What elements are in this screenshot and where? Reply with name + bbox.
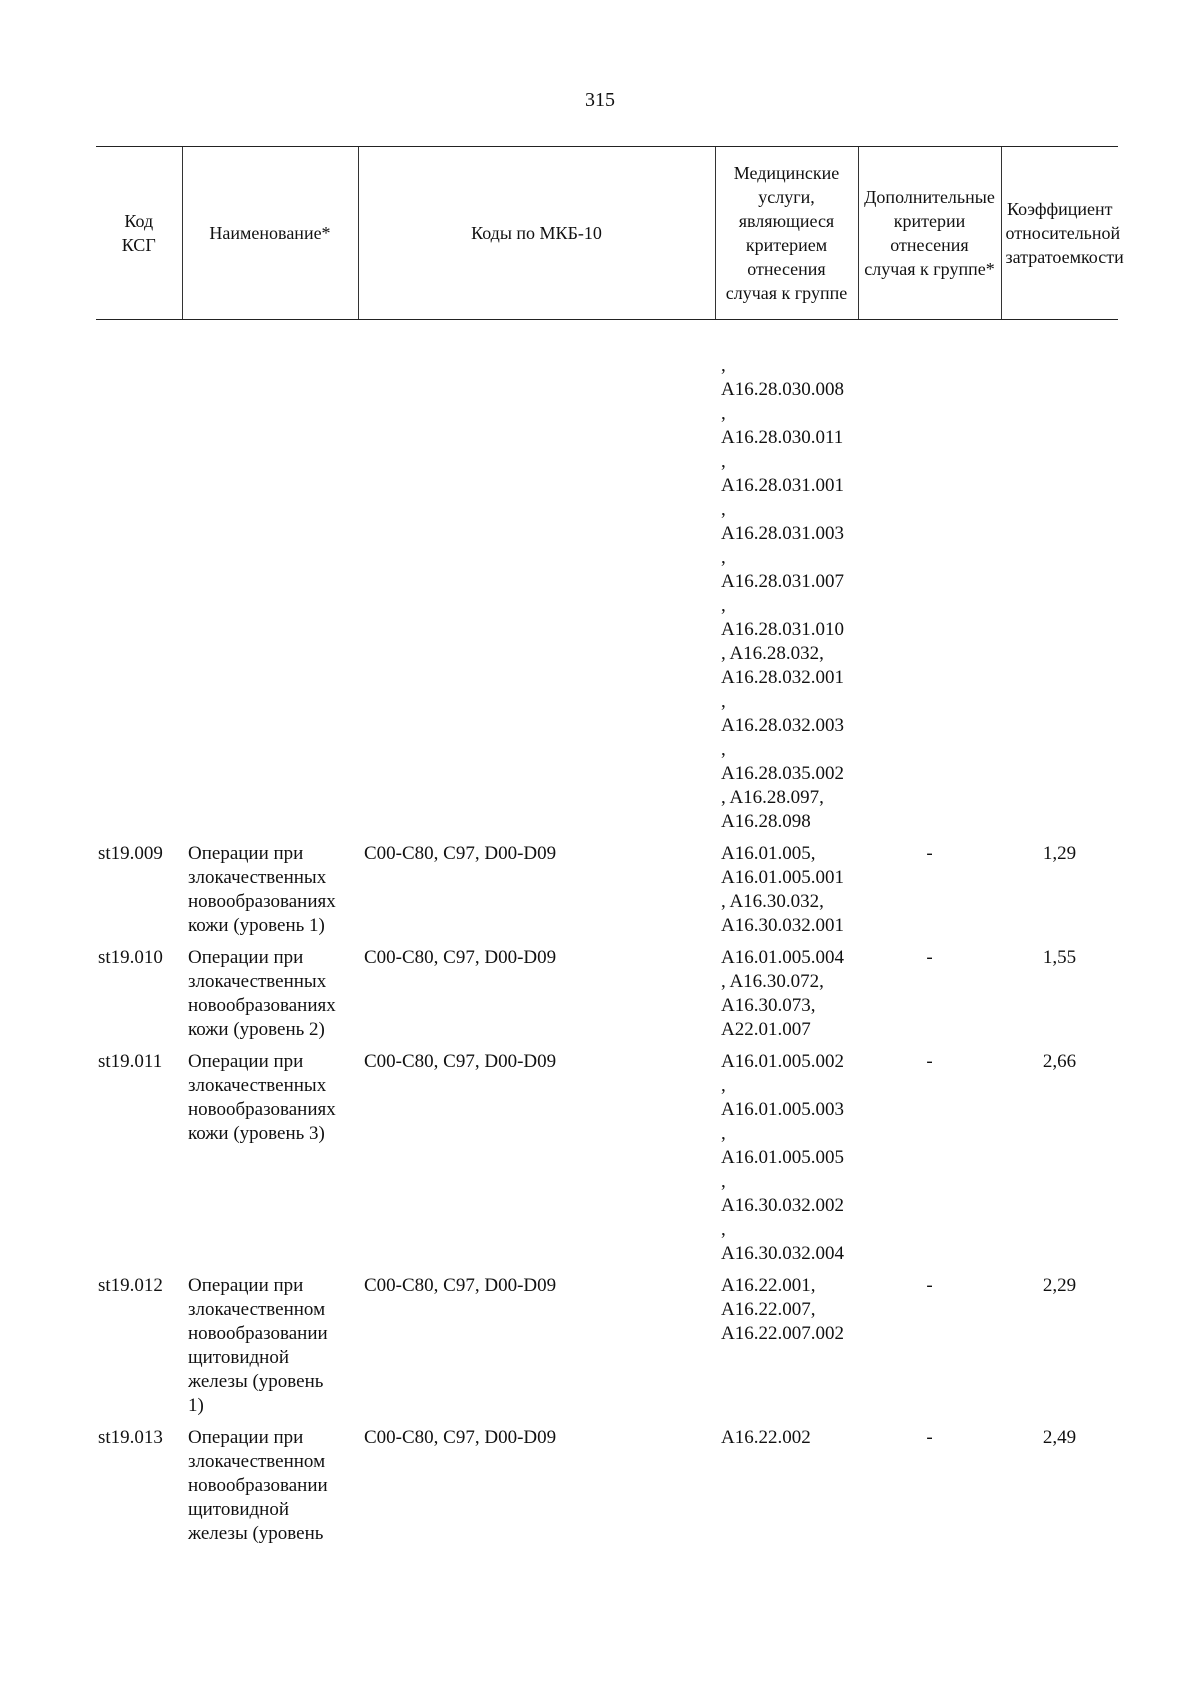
service-line: , [721, 595, 726, 616]
cell-coefficient [1001, 354, 1118, 842]
header-additional: Дополнительные критерии отнесения случая к группе* [858, 147, 1001, 320]
service-line: , [721, 691, 726, 712]
service-line: , [721, 1219, 726, 1240]
service-line: A16.28.031.007 [721, 571, 844, 592]
name-line: щитовидной [188, 1499, 289, 1520]
header-name: Наименование* [182, 147, 358, 320]
cell-coefficient: 2,49 [1042, 1427, 1077, 1448]
service-line: A16.28.030.011 [721, 427, 844, 448]
cell-code [96, 354, 182, 842]
table-row [96, 1274, 1118, 1426]
service-line: A16.22.007.002 [721, 1323, 844, 1344]
service-line: A16.30.073, [721, 995, 816, 1016]
service-line: A16.30.032.001 [721, 915, 844, 936]
name-line: новообразованиях [188, 995, 336, 1016]
page-number: 315 [585, 89, 615, 111]
name-line: злокачественных [188, 1075, 327, 1096]
service-line: A16.28.098 [721, 811, 811, 832]
cell-services [715, 354, 858, 842]
cell-additional [858, 354, 1001, 842]
name-line: новообразовании [188, 1475, 328, 1496]
service-line: , [721, 739, 726, 760]
name-line: кожи (уровень 1) [188, 915, 325, 936]
cell-services [715, 1050, 858, 1274]
table-body [96, 320, 1118, 1555]
service-line: , [721, 1123, 726, 1144]
service-line: , [721, 451, 726, 472]
name-line: злокачественных [188, 971, 327, 992]
name-line: новообразованиях [188, 1099, 336, 1120]
service-line: A16.01.005.005 [721, 1147, 844, 1168]
table-row [96, 842, 1118, 946]
service-line: , A16.30.032, [721, 891, 824, 912]
cell-coefficient: 2,66 [1042, 1051, 1077, 1072]
service-line: , [721, 403, 726, 424]
name-line: злокачественном [188, 1299, 326, 1320]
cell-name [182, 1274, 358, 1426]
cell-code: st19.013 [98, 1427, 163, 1448]
service-line: A16.01.005.002 [721, 1051, 844, 1072]
cell-code: st19.011 [98, 1051, 163, 1072]
cell-name [182, 1050, 358, 1274]
table-row [96, 946, 1118, 1050]
service-line: A16.28.035.002 [721, 763, 844, 784]
name-line: железы (уровень [188, 1371, 324, 1392]
cell-coefficient: 1,29 [1042, 843, 1077, 864]
cell-mkb: C00-C80, C97, D00-D09 [364, 843, 557, 864]
service-line: A16.22.007, [721, 1299, 816, 1320]
cell-additional: - [926, 1051, 933, 1072]
service-line: , A16.28.097, [721, 787, 824, 808]
name-line: железы (уровень [188, 1523, 324, 1544]
service-line: , [721, 355, 726, 376]
cell-additional: - [926, 947, 933, 968]
header-row [96, 147, 1118, 320]
header-code-line1: Код [124, 211, 154, 231]
service-line: A16.28.031.001 [721, 475, 844, 496]
name-line: Операции при [188, 843, 304, 864]
cell-code: st19.010 [98, 947, 163, 968]
cell-code: st19.009 [98, 843, 163, 864]
service-line: A16.01.005.003 [721, 1099, 844, 1120]
service-line: , [721, 499, 726, 520]
name-line: Операции при [188, 947, 304, 968]
cell-additional: - [926, 1275, 933, 1296]
continuation-row [96, 354, 1118, 842]
cell-services [715, 1426, 858, 1554]
cell-name [182, 842, 358, 946]
service-line: , A16.28.032, [721, 643, 824, 664]
cell-services [715, 1274, 858, 1426]
cell-code: st19.012 [98, 1275, 163, 1296]
ksg-table [96, 146, 1124, 1554]
service-line: A16.01.005.001 [721, 867, 844, 888]
name-line: новообразованиях [188, 891, 336, 912]
name-line: Операции при [188, 1427, 304, 1448]
service-line: A16.01.005, [721, 843, 816, 864]
cell-mkb [358, 354, 715, 842]
cell-mkb: C00-C80, C97, D00-D09 [364, 1427, 557, 1448]
name-line: Операции при [188, 1275, 304, 1296]
header-services: Медицинские услуги, являющиеся критерием отнесения случая к группе [715, 147, 858, 320]
name-line: щитовидной [188, 1347, 289, 1368]
service-line: A16.01.005.004 [721, 947, 844, 968]
service-line: A16.22.001, [721, 1275, 816, 1296]
service-line: , [721, 547, 726, 568]
name-line: злокачественных [188, 867, 327, 888]
spacer-row [96, 320, 1118, 355]
name-line: Операции при [188, 1051, 304, 1072]
name-line: злокачественном [188, 1451, 326, 1472]
service-line: A22.01.007 [721, 1019, 811, 1040]
cell-name [182, 354, 358, 842]
name-line: новообразовании [188, 1323, 328, 1344]
service-line: A16.30.032.002 [721, 1195, 844, 1216]
cell-mkb: C00-C80, C97, D00-D09 [364, 1051, 557, 1072]
name-line: 1) [188, 1395, 204, 1416]
cell-services [715, 842, 858, 946]
cell-additional: - [926, 843, 933, 864]
service-line: A16.30.032.004 [721, 1243, 844, 1264]
service-line: A16.28.031.010 [721, 619, 844, 640]
table-row [96, 1050, 1118, 1274]
cell-additional: - [926, 1427, 933, 1448]
header-coefficient: Коэффициент относительной затратоемкости [1001, 147, 1118, 320]
cell-mkb: C00-C80, C97, D00-D09 [364, 947, 557, 968]
service-line: A16.28.030.008 [721, 379, 844, 400]
cell-mkb: C00-C80, C97, D00-D09 [364, 1275, 557, 1296]
cell-coefficient: 2,29 [1042, 1275, 1077, 1296]
service-line: A16.28.031.003 [721, 523, 844, 544]
service-line: A16.22.002 [721, 1427, 811, 1448]
cell-coefficient: 1,55 [1042, 947, 1077, 968]
service-line: , [721, 1075, 726, 1096]
table-row [96, 1426, 1118, 1554]
cell-name [182, 946, 358, 1050]
service-line: A16.28.032.003 [721, 715, 844, 736]
header-code-line2: КСГ [121, 235, 156, 255]
cell-name [182, 1426, 358, 1554]
cell-services [715, 946, 858, 1050]
name-line: кожи (уровень 3) [188, 1123, 325, 1144]
service-line: , [721, 1171, 726, 1192]
header-code [96, 147, 182, 320]
service-line: , A16.30.072, [721, 971, 824, 992]
header-mkb: Коды по МКБ-10 [358, 147, 715, 320]
service-line: A16.28.032.001 [721, 667, 844, 688]
name-line: кожи (уровень 2) [188, 1019, 325, 1040]
